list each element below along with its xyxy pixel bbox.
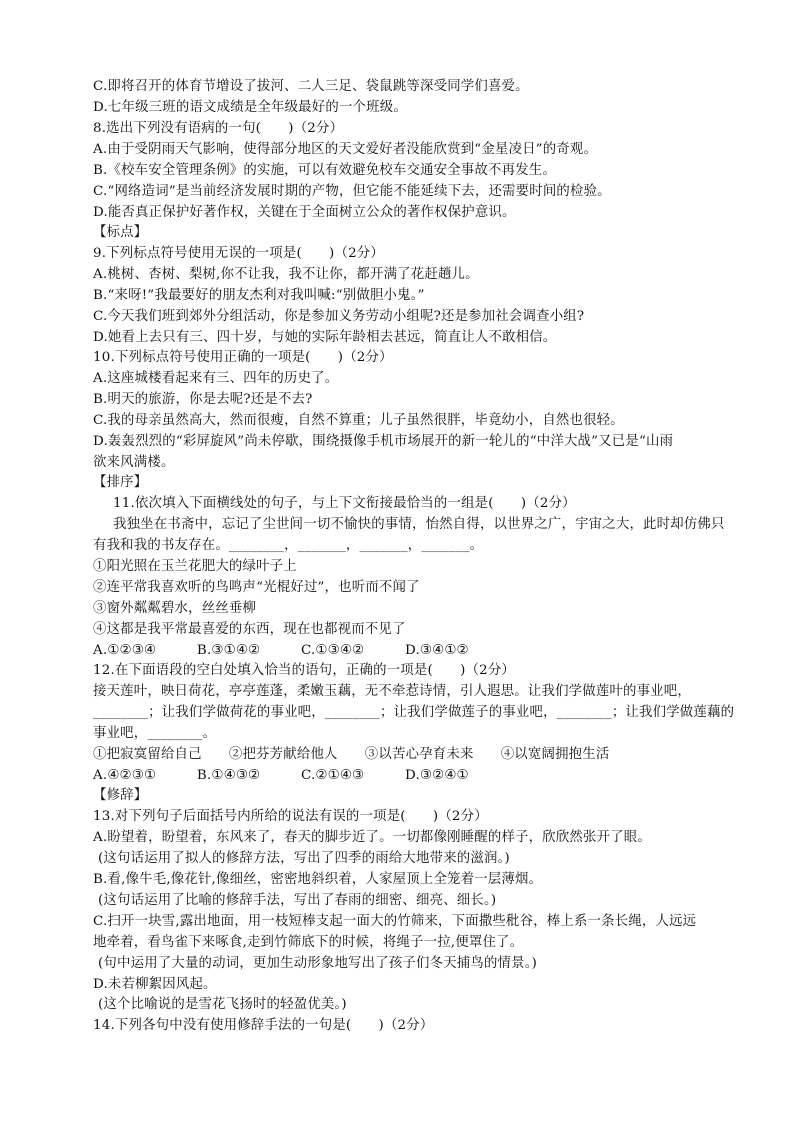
- option-c-q13-cont: 地牵着，看鸟雀下来啄食,走到竹筛底下的时候，将绳子一拉,便罩住了。: [93, 935, 524, 950]
- passage-q12-end: 事业吧，________。: [93, 726, 217, 741]
- passage-q11: 我独坐在书斋中，忘记了尘世间一切不愉快的事情，怡然自得，以世界之广，宇宙之大，此时却仿佛只: [113, 517, 725, 532]
- question-9: 9.下列标点符号使用无误的一项是( )（2分）: [93, 246, 384, 261]
- option-a-q10: A.这座城楼看起来有三、四年的历史了。: [93, 371, 339, 386]
- option-b-q9: B.“来呀!”我最要好的朋友杰利对我叫喊:“别做胆小鬼。”: [93, 288, 425, 303]
- option-d-q13: D.未若柳絮因风起。: [93, 977, 217, 992]
- question-8: 8.选出下列没有语病的一句( )（2分）: [93, 121, 344, 136]
- question-11: 11.依次填入下面横线处的句子，与上下文衔接最恰当的一组是( )（2分）: [113, 496, 576, 511]
- option-d-q7: D.七年级三班的语文成绩是全年级最好的一个班级。: [93, 100, 407, 115]
- passage-q12: 接天莲叶，映日荷花，亭亭莲蓬，柔嫩玉藕，无不牵惹诗情，引人遐思。让我们学做莲叶的事业吧，: [93, 684, 691, 699]
- option-c-q7: C.即将召开的体育节增设了拔河、二人三足、袋鼠跳等深受同学们喜爱。: [93, 79, 529, 94]
- option-a-q8: A.由于受阴雨天气影响，使得部分地区的天文爱好者没能欣赏到“金星凌日”的奇观。: [93, 142, 598, 157]
- question-13: 13.对下列句子后面括号内所给的说法有误的一项是( )（2分）: [93, 809, 488, 824]
- note-d-q13: (这个比喻说的是雪花飞扬时的轻盈优美。): [98, 997, 347, 1012]
- phrases-q12: ①把寂寞留给自己 ②把芬芳献给他人 ③以苦心孕育未来 ④以宽阔拥抱生活: [93, 747, 610, 762]
- question-12: 12.在下面语段的空白处填入恰当的语句，正确的一项是( )（2分）: [93, 663, 515, 678]
- sentence-2-q11: ②连平常我喜欢听的鸟鸣声“光棍好过”，也听而不闻了: [93, 580, 420, 595]
- section-heading-punctuation: 【标点】: [93, 225, 148, 240]
- option-d-q8: D.能否真正保护好著作权，关键在于全面树立公众的著作权保护意识。: [93, 205, 516, 220]
- option-c-q9: C.今天我们班到郊外分组活动，你是参加义务劳动小组呢?还是参加社会调查小组?: [93, 309, 585, 324]
- section-heading-ordering: 【排序】: [93, 475, 148, 490]
- option-c-q10: C.我的母亲虽然高大，然而很瘦，自然不算重；儿子虽然很胖，毕竟幼小，自然也很轻。: [93, 413, 624, 428]
- passage-q11-cont: 有我和我的书友存在。________，_______，_______，_______。: [93, 538, 484, 553]
- option-a-q13: A.盼望着，盼望着，东风来了，春天的脚步近了。一切都像刚睡醒的样子，欣欣然张开了眼。: [93, 830, 651, 845]
- sentence-4-q11: ④这都是我平常最喜爱的东西，现在也都视而不见了: [93, 622, 406, 637]
- choices-q12: A.④②③① B.①④③② C.②①④③ D.③②④①: [93, 768, 469, 783]
- note-a-q13: (这句话运用了拟人的修辞方法，写出了四季的雨给大地带来的滋润。): [98, 851, 510, 866]
- option-d-q10: D.轰轰烈烈的“彩屏旋风”尚未停歇，围绕摄像手机市场展开的新一轮儿的“中洋大战”又已是“山雨: [93, 434, 674, 449]
- option-d-q10-cont: 欲来风满楼。: [93, 455, 175, 470]
- option-d-q9: D.她看上去只有三、四十岁，与她的实际年龄相去甚远，简直让人不敢相信。: [93, 330, 557, 345]
- note-b-q13: (这句话运用了比喻的修辞手法，写出了春雨的细密、细亮、细长。): [98, 893, 497, 908]
- sentence-1-q11: ①阳光照在玉兰花肥大的绿叶子上: [93, 559, 297, 574]
- sentence-3-q11: ③窗外粼粼碧水，丝丝垂柳: [93, 601, 257, 616]
- question-10: 10.下列标点符号使用正确的一项是( )（2分）: [93, 350, 393, 365]
- option-b-q8: B.《校车安全管理条例》的实施，可以有效避免校车交通安全事故不再发生。: [93, 163, 556, 178]
- option-a-q9: A.桃树、杏树、梨树,你不让我，我不让你，都开满了花赶趟儿。: [93, 267, 479, 282]
- option-b-q10: B.明天的旅游，你是去呢?还是不去?: [93, 392, 313, 407]
- option-c-q13: C.扫开一块雪,露出地面，用一枝短棒支起一面大的竹筛来，下面撒些秕谷，棒上系一条长绳，人远远: [93, 914, 697, 929]
- note-c-q13: (句中运用了大量的动词，更加生动形象地写出了孩子们冬天捕鸟的情景。): [98, 956, 538, 971]
- option-c-q8: C.“网络造词”是当前经济发展时期的产物，但它能不能延续下去，还需要时间的检验。: [93, 184, 611, 199]
- question-14: 14.下列各句中没有使用修辞手法的一句是( )（2分）: [93, 1018, 434, 1033]
- option-b-q13: B.看,像牛毛,像花针,像细丝，密密地斜织着，人家屋顶上全笼着一层薄烟。: [93, 872, 543, 887]
- choices-q11: A.①②③④ B.③①④② C.①③④② D.③④①②: [93, 643, 469, 658]
- section-heading-rhetoric: 【修辞】: [93, 788, 148, 803]
- passage-q12-cont: ________；让我们学做荷花的事业吧，________；让我们学做莲子的事业吧，________；让我们学做莲藕的: [93, 705, 735, 720]
